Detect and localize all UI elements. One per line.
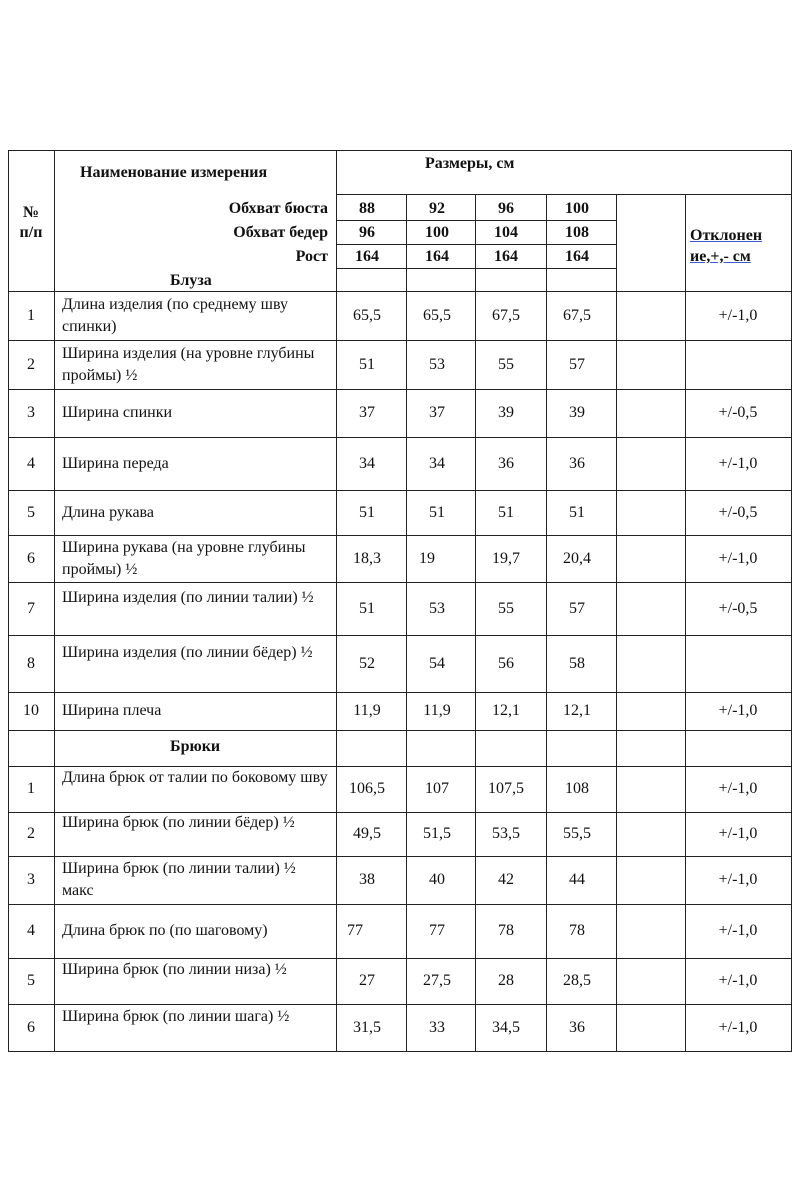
deviation-value: +/-1,0 [718,454,758,472]
size-value: 65,5 [423,306,451,324]
row-number: 10 [23,702,39,719]
size-value: 53 [429,599,445,617]
height-size-2: 164 [494,248,518,265]
measurement-name: Ширина брюк (по линии низа) ½ [62,961,287,978]
measurement-name: Ширина изделия (по линии бёдер) ½ [62,643,313,661]
hips-size-1: 100 [425,224,449,241]
row-number: 2 [27,825,35,842]
size-value: 42 [498,871,514,888]
rule [8,437,792,438]
size-value: 39 [498,404,514,421]
num-header-2: п/п [19,224,43,241]
size-value: 12,1 [563,702,591,719]
rule [336,194,792,195]
deviation-header-1: Отклонен [690,227,763,244]
rule [8,904,792,905]
size-value: 51 [429,503,445,521]
row-number: 4 [27,922,35,939]
bust-size-3: 100 [565,200,589,217]
size-value: 28,5 [563,972,591,989]
measurement-name: Ширина брюк (по линии талии) ½ макс [62,860,296,899]
size-value: 40 [429,871,445,888]
measurement-name: Ширина брюк (по линии шага) ½ [62,1007,290,1025]
measurement-name: Ширина спинки [62,404,173,421]
rule [336,244,616,245]
hips-size-2: 104 [494,224,518,241]
measurement-name: Ширина переда [62,454,169,472]
bust-size-1: 92 [429,200,445,217]
measurement-name: Ширина изделия (на уровне глубины проймы) ½ [62,344,315,384]
measurement-name: Ширина плеча [62,702,162,719]
rule [8,490,792,491]
measurement-name: Длина брюк по (по шаговому) [62,922,268,939]
size-value: 65,5 [353,306,381,324]
rule [54,150,55,1052]
rule [8,692,792,693]
rule [616,194,617,1052]
hips-size-0: 96 [359,224,375,241]
size-value: 78 [569,922,585,939]
size-value: 51 [359,599,375,617]
sizes-header: Размеры, см [425,155,515,172]
row-number: 4 [27,454,35,472]
size-value: 107,5 [488,780,524,797]
deviation-header-2-text: ие,+,- см [690,248,751,265]
size-value: 53 [429,355,445,373]
row-number: 7 [27,599,35,617]
size-value: 11,9 [353,702,381,719]
deviation-value: +/-1,0 [718,1018,758,1036]
row-number: 2 [27,355,35,373]
size-value: 56 [498,654,514,672]
measurement-name: Длина изделия (по среднему шву спинки) [62,295,289,335]
size-value: 57 [569,599,585,617]
row-number: 6 [27,1018,35,1036]
size-value: 58 [569,654,585,672]
section-title: Брюки [170,738,221,755]
size-value: 27,5 [423,972,451,989]
rule [8,150,792,151]
deviation-value: +/-1,0 [718,922,758,939]
row-number: 5 [27,503,35,521]
rule [8,635,792,636]
size-value: 37 [359,404,375,421]
deviation-value: +/-0,5 [718,404,758,421]
rule [8,340,792,341]
size-value: 11,9 [423,702,451,719]
size-value: 108 [565,780,589,797]
size-value: 34,5 [492,1018,520,1036]
measurement-name: Ширина рукава (на уровне глубины проймы) ½ [62,538,306,578]
size-value: 37 [429,404,445,421]
size-value: 31,5 [353,1018,381,1036]
row-number: 3 [27,404,35,421]
measurement-name: Длина рукава [62,503,154,521]
size-value: 36 [498,454,514,472]
size-value: 38 [359,871,375,888]
size-value: 77 [347,922,363,939]
deviation-header-2 [690,246,751,268]
size-value: 77 [429,922,445,939]
size-value: 54 [429,654,445,672]
size-value: 78 [498,922,514,939]
measurement-name: Ширина изделия (по линии талии) ½ [62,588,314,606]
size-value: 57 [569,355,585,373]
size-value: 49,5 [353,825,381,842]
size-value: 51 [498,503,514,521]
hips-size-3: 108 [565,224,589,241]
measurement-name: Длина брюк от талии по боковому шву [62,769,328,786]
deviation-value: +/-1,0 [718,702,758,719]
size-value: 36 [569,1018,585,1036]
size-value: 55 [498,599,514,617]
row-number: 1 [27,306,35,324]
rule [8,856,792,857]
deviation-value: +/-0,5 [718,599,758,617]
row-number: 6 [27,549,35,567]
deviation-value: +/-1,0 [718,972,758,989]
size-value: 34 [359,454,375,472]
size-value: 106,5 [349,780,385,797]
row-number: 5 [27,972,35,989]
rule [8,291,792,292]
size-value: 55 [498,355,514,373]
size-value: 12,1 [492,702,520,719]
rule [8,730,792,731]
section-title: Блуза [170,272,212,289]
size-value: 19,7 [492,549,520,567]
height-label: Рост [295,248,328,265]
deviation-value: +/-1,0 [718,549,758,567]
size-value: 51 [359,355,375,373]
rule [791,150,792,1052]
bust-size-0: 88 [359,200,375,217]
size-value: 51 [359,503,375,521]
size-value: 107 [425,780,449,797]
bust-label: Обхват бюста [228,200,328,217]
deviation-value: +/-1,0 [718,780,758,797]
deviation-value: +/-0,5 [718,503,758,521]
bust-size-2: 96 [498,200,514,217]
height-size-3: 164 [565,248,589,265]
row-number: 1 [27,780,35,797]
hips-label: Обхват бедер [233,224,328,241]
rule [8,389,792,390]
height-size-0: 164 [355,248,379,265]
size-value: 52 [359,654,375,672]
row-number: 3 [27,871,35,888]
rule [336,268,616,269]
size-value: 33 [429,1018,445,1036]
deviation-value: +/-1,0 [718,871,758,888]
num-header-1: № [22,204,40,221]
size-value: 28 [498,972,514,989]
size-value: 34 [429,454,445,472]
name-header: Наименование измерения [80,164,268,181]
size-value: 44 [569,871,585,888]
size-value: 53,5 [492,825,520,842]
size-value: 18,3 [353,549,381,567]
deviation-value: +/-1,0 [718,306,758,324]
rule [8,1051,792,1052]
size-value: 55,5 [563,825,591,842]
rule [336,220,616,221]
size-value: 67,5 [563,306,591,324]
row-number: 8 [27,654,35,672]
size-value: 27 [359,972,375,989]
size-value: 39 [569,404,585,421]
size-value: 51,5 [423,825,451,842]
height-size-1: 164 [425,248,449,265]
size-value: 20,4 [563,549,591,567]
size-value: 19 [419,549,435,567]
size-value: 67,5 [492,306,520,324]
deviation-value: +/-1,0 [718,825,758,842]
rule [8,582,792,583]
size-value: 36 [569,454,585,472]
measurement-name: Ширина брюк (по линии бёдер) ½ [62,814,295,831]
size-value: 51 [569,503,585,521]
